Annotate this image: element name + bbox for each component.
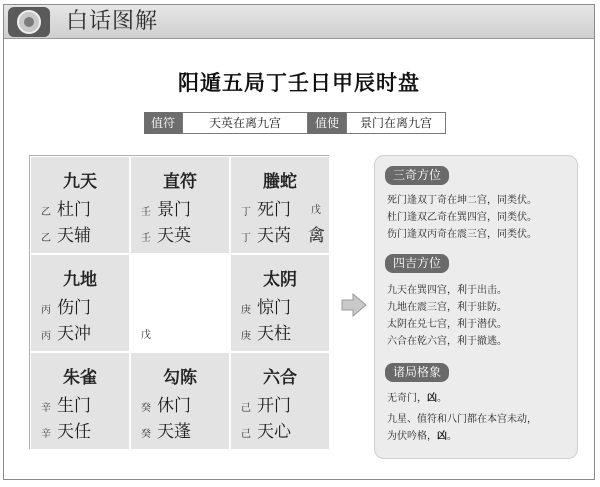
header-bar: [4, 5, 594, 39]
geju-line-3: [387, 428, 457, 445]
palace-star: 天英: [157, 226, 191, 246]
palace-deity: 螣蛇: [263, 172, 297, 192]
palace-gen8: [30, 352, 130, 450]
sanqi-heading: 三奇方位: [385, 166, 449, 185]
palace-star: 天辅: [57, 226, 91, 246]
geju-line-3-verdict: 凶: [437, 431, 447, 442]
geju-line-1-end: 。: [437, 393, 447, 404]
palace-star: 天芮: [257, 226, 291, 246]
palace-star-line: [141, 417, 191, 442]
palace-li9: [130, 156, 230, 254]
siji-heading: 四吉方位: [385, 254, 449, 273]
center-stem: 戊: [141, 330, 151, 341]
palace-extra-stem: 戊: [311, 205, 321, 216]
palace-stem: 壬: [141, 232, 151, 244]
palace-door-line: [241, 391, 291, 416]
palace-stem: 庚: [241, 304, 251, 316]
palace-door-line: [41, 293, 91, 318]
palace-door-line: [141, 195, 191, 220]
geju-line-2: 九星、值符和八门都在本宫未动，: [387, 414, 537, 425]
geju-line-1-text: 无奇门，: [387, 393, 427, 404]
palace-star-line: [41, 417, 91, 442]
palace-star-line: [41, 221, 91, 246]
sanqi-line-2: 杜门逢双乙奇在巽四宫，同类伏。: [387, 212, 537, 223]
palace-stem: 乙: [41, 206, 51, 218]
palace-stem: 辛: [41, 402, 51, 414]
palace-door-line: [41, 195, 91, 220]
palace-door: 杜门: [57, 200, 91, 220]
palace-star: 天心: [257, 422, 291, 442]
palace-zhen3: [30, 254, 130, 352]
palace-xun4: [30, 156, 130, 254]
palace-deity: 直符: [163, 172, 197, 192]
content-frame: [3, 4, 595, 480]
palace-door-line: [41, 391, 91, 416]
palace-deity: 六合: [263, 368, 297, 388]
palace-deity: 太阴: [263, 270, 297, 290]
palace-stem: 乙: [41, 232, 51, 244]
siji-line-2: 九地在震三宫，利于驻防。: [387, 302, 507, 313]
siji-line-1: 九天在巽四宫，利于出击。: [387, 285, 507, 296]
palace-stem: 丁: [241, 232, 251, 244]
geju-line-3-text: 为伏吟格，: [387, 431, 437, 442]
palace-stem: 壬: [141, 206, 151, 218]
zhishi-label: 值使: [308, 112, 346, 134]
chart-title: 阳遁五局丁壬日甲辰时盘: [178, 71, 420, 95]
palace-door: 景门: [157, 200, 191, 220]
palace-stem: 己: [241, 428, 251, 440]
palace-door: 开门: [257, 396, 291, 416]
analysis-panel: [374, 155, 578, 459]
palace-door-line: [241, 293, 291, 318]
palace-kun2: [230, 156, 330, 254]
palace-deity: 九地: [63, 270, 97, 290]
nine-palace-grid: [29, 155, 329, 449]
zhifu-label: 值符: [144, 112, 182, 134]
palace-door: 生门: [57, 396, 91, 416]
palace-stem: 己: [241, 402, 251, 414]
palace-stem: 丙: [41, 304, 51, 316]
palace-star-line: [241, 221, 291, 246]
geju-line-1-verdict: 凶: [427, 393, 437, 404]
sanqi-line-1: 死门逢双丁奇在坤二宫，同类伏。: [387, 195, 537, 206]
geju-line-3-end: 。: [447, 431, 457, 442]
siji-line-3: 太阴在兑七宫，利于潜伏。: [387, 319, 507, 330]
palace-center5: [130, 254, 230, 352]
palace-star: 天冲: [57, 324, 91, 344]
seal-emblem-icon: [8, 7, 50, 37]
palace-door: 休门: [157, 396, 191, 416]
palace-qian6: [230, 352, 330, 450]
palace-kan1: [130, 352, 230, 450]
palace-star: 天柱: [257, 324, 291, 344]
palace-stem: 丁: [241, 206, 251, 218]
palace-star-line: [241, 319, 291, 344]
siji-line-4: 六合在乾六宫，利于撤逃。: [387, 336, 507, 347]
palace-door-line: [241, 195, 291, 220]
palace-deity: 九天: [63, 172, 97, 192]
palace-stem: 庚: [241, 330, 251, 342]
palace-star-line: [241, 417, 291, 442]
palace-door-line: [141, 391, 191, 416]
palace-stem: 丙: [41, 330, 51, 342]
header-title: 白话图解: [66, 9, 159, 34]
geju-heading: 诸局格象: [385, 363, 449, 382]
palace-door: 伤门: [57, 298, 91, 318]
zhifu-value: 天英在离九宫: [182, 112, 308, 134]
palace-star-line: [41, 319, 91, 344]
palace-door: 死门: [257, 200, 291, 220]
zhishi-value: 景门在离九宫: [346, 112, 446, 134]
palace-dui7: [230, 254, 330, 352]
palace-star-line: [141, 221, 191, 246]
zhifu-zhishi-row: [144, 112, 446, 134]
palace-extra-star: 禽: [308, 226, 325, 246]
palace-door: 惊门: [257, 298, 291, 318]
palace-star: 天任: [57, 422, 91, 442]
palace-stem: 癸: [141, 428, 151, 440]
palace-stem: 辛: [41, 428, 51, 440]
right-arrow-icon: [341, 292, 367, 318]
palace-deity: 朱雀: [63, 368, 97, 388]
palace-deity: 勾陈: [163, 368, 197, 388]
palace-stem: 癸: [141, 402, 151, 414]
sanqi-line-3: 伤门逢双丙奇在震三宫，同类伏。: [387, 229, 537, 240]
geju-line-1: [387, 390, 447, 407]
palace-star: 天蓬: [157, 422, 191, 442]
